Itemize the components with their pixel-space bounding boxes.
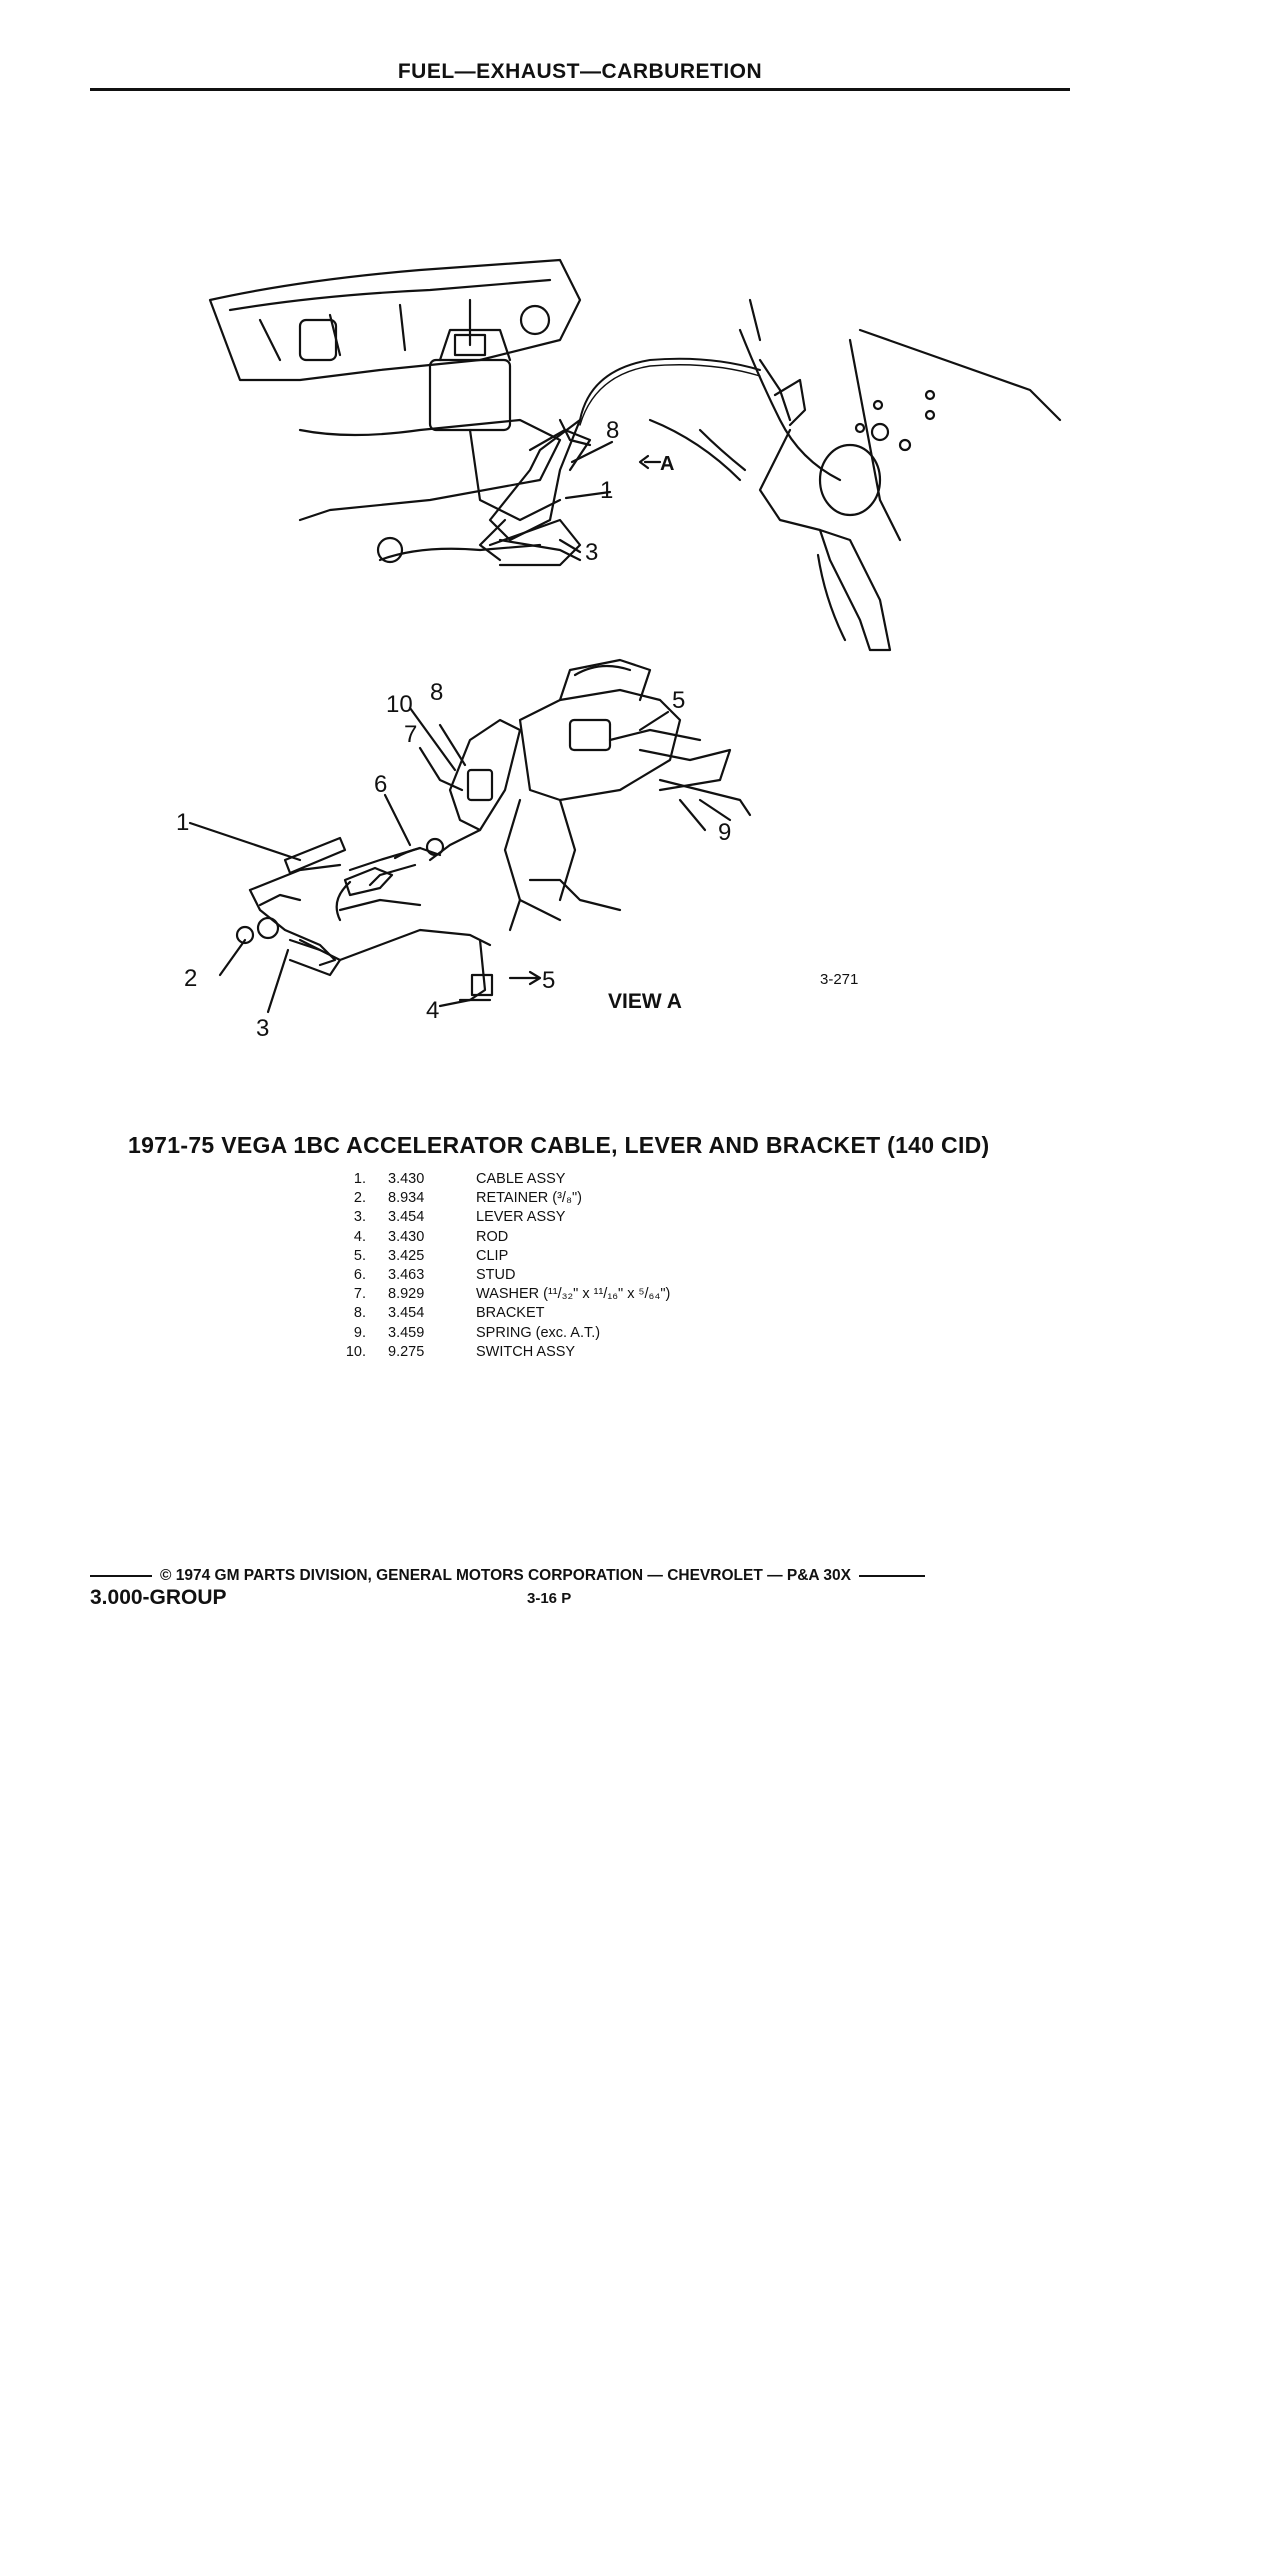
callout-3-top: 3	[585, 539, 599, 566]
part-number: 9.	[353, 1324, 366, 1341]
part-description: RETAINER (³/₈")	[476, 1190, 582, 1207]
engine-compartment-drawing	[210, 260, 580, 562]
part-description: STUD	[476, 1266, 516, 1283]
callout-10: 10	[386, 691, 413, 718]
part-row	[330, 1189, 776, 1208]
part-row	[330, 1324, 776, 1343]
part-row	[330, 1208, 776, 1227]
callout-8: 8	[430, 679, 444, 706]
part-row	[330, 1247, 776, 1266]
part-code: 8.929	[388, 1286, 425, 1303]
part-number: 4.	[353, 1228, 366, 1245]
footer-copyright: © 1974 GM PARTS DIVISION, GENERAL MOTORS CORPORATION — CHEVROLET — P&A 30X	[160, 1567, 851, 1584]
parts-list	[330, 1170, 776, 1362]
part-description: CABLE ASSY	[476, 1171, 566, 1187]
callout-9: 9	[718, 819, 732, 846]
part-description: CLIP	[476, 1247, 509, 1264]
section-title: 1971-75 VEGA 1BC ACCELERATOR CABLE, LEVER AND BRACKET (140 CID)	[128, 1132, 990, 1158]
figure-number: 3-271	[820, 971, 859, 988]
part-code: 3.430	[388, 1171, 425, 1187]
part-description: ROD	[476, 1228, 509, 1245]
part-code: 3.459	[388, 1324, 425, 1341]
footer-rule-left	[90, 1575, 152, 1577]
view-a-carburetor-drawing	[505, 660, 750, 930]
callout-4: 4	[426, 997, 440, 1024]
callout-5-upper: 5	[672, 687, 686, 714]
group-id: 3.000-GROUP	[90, 1586, 227, 1609]
part-description: LEVER ASSY	[476, 1209, 566, 1226]
parts-diagram	[0, 0, 1275, 1100]
part-number: 2.	[353, 1190, 366, 1207]
view-a-bracket-lever	[237, 720, 520, 1000]
accelerator-pedal-drawing	[650, 300, 1060, 650]
callout-3: 3	[256, 1015, 270, 1042]
part-row	[330, 1285, 776, 1304]
part-description: BRACKET	[476, 1305, 545, 1322]
part-row	[330, 1170, 776, 1189]
callout-5-lower: 5	[542, 967, 556, 994]
part-number: 7.	[353, 1286, 366, 1303]
cable-lever-assembly-top	[480, 359, 760, 565]
part-code: 3.463	[388, 1266, 425, 1283]
part-description: SPRING (exc. A.T.)	[476, 1324, 601, 1341]
part-number: 3.	[353, 1209, 366, 1226]
page-header-title: FUEL—EXHAUST—CARBURETION	[397, 60, 763, 83]
callout-2: 2	[184, 965, 198, 992]
part-code: 8.934	[388, 1190, 425, 1207]
part-description: SWITCH ASSY	[476, 1343, 576, 1360]
part-number: 5.	[353, 1247, 366, 1264]
part-row	[330, 1304, 776, 1323]
part-number: 6.	[353, 1266, 366, 1283]
part-number: 10.	[345, 1343, 366, 1360]
part-row	[330, 1266, 776, 1285]
part-description: WASHER (¹¹/₃₂" x ¹¹/₁₆" x ⁵/₆₄")	[476, 1286, 671, 1303]
part-code: 9.275	[388, 1343, 425, 1360]
footer-rule-right	[859, 1575, 925, 1577]
part-code: 3.454	[388, 1209, 425, 1226]
callout-1: 1	[176, 809, 190, 836]
callout-6: 6	[374, 771, 388, 798]
part-number: 1.	[353, 1171, 366, 1187]
callout-7: 7	[404, 721, 418, 748]
callout-1-top: 1	[600, 477, 614, 504]
page-number: 3-16 P	[527, 1590, 572, 1607]
part-code: 3.454	[388, 1305, 425, 1322]
part-row	[330, 1228, 776, 1247]
footer-copyright-line	[90, 1567, 1050, 1585]
view-a-label: VIEW A	[608, 990, 682, 1013]
part-code: 3.430	[388, 1228, 425, 1245]
callout-8-top: 8	[606, 417, 620, 444]
callout-a-arrow: A	[660, 453, 675, 475]
part-number: 8.	[353, 1305, 366, 1322]
part-row	[330, 1343, 776, 1362]
part-code: 3.425	[388, 1247, 425, 1264]
